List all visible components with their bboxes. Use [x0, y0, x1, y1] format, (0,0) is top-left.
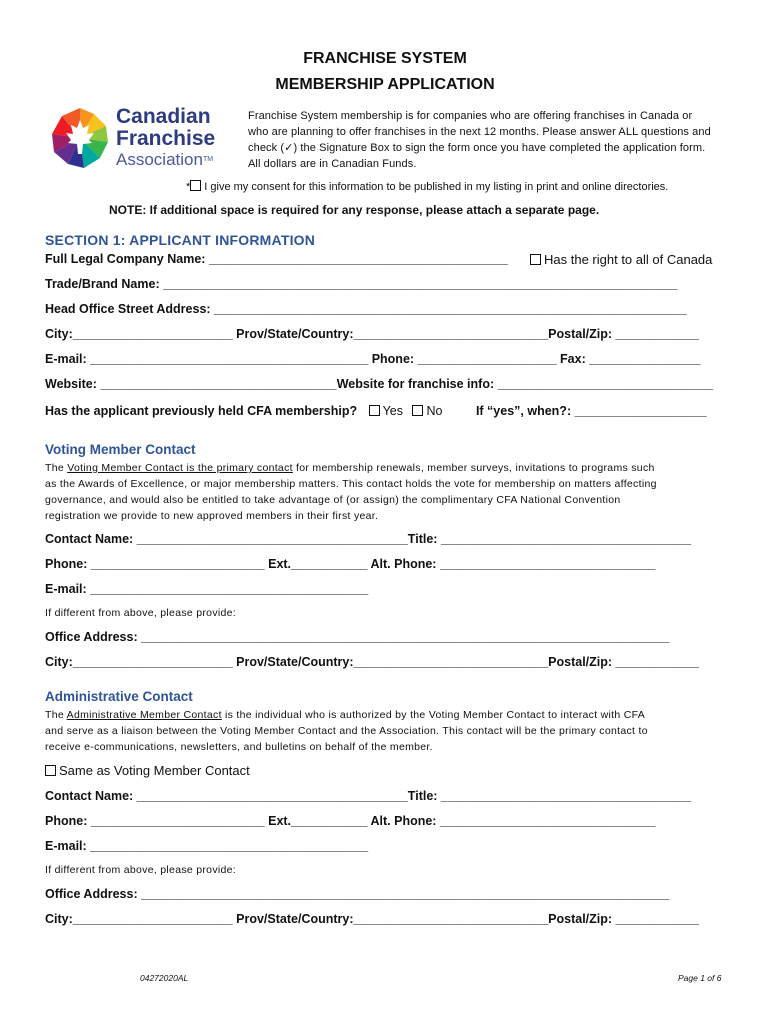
consent-checkbox-row: [186, 180, 668, 193]
yes-option[interactable]: Yes: [369, 404, 403, 418]
admin-if-different-text: If different from above, please provide:: [45, 864, 236, 876]
voting-contact-link: Voting Member Contact is the primary contact: [67, 462, 293, 474]
section1-heading: SECTION 1: APPLICANT INFORMATION: [45, 232, 316, 248]
consent-checkbox[interactable]: [190, 180, 201, 191]
cfa-membership-question: Has the applicant previously held CFA membership?: [45, 404, 358, 418]
cfa-membership-row: [45, 404, 707, 418]
trade-name-field[interactable]: Trade/Brand Name: __________________________________________________________________________: [45, 277, 678, 291]
checkmark-icon: ✓: [284, 142, 294, 154]
email-phone-fax-field[interactable]: E-mail: ________________________________________ Phone: ____________________ Fax: ________________: [45, 352, 701, 366]
checkbox-icon[interactable]: [369, 405, 380, 416]
voting-contact-name-field[interactable]: Contact Name: _______________________________________Title: ____________________________________: [45, 532, 692, 546]
logo-text-line3: Association: [116, 150, 203, 169]
logo-tm: TM: [202, 156, 214, 163]
intro-line: All dollars are in Canadian Funds.: [248, 158, 417, 170]
city-prov-postal-field[interactable]: City:_______________________ Prov/State/Country:____________________________Postal/Zip: ____________: [45, 327, 699, 341]
intro-text: [248, 108, 728, 172]
no-option[interactable]: No: [412, 404, 442, 418]
same-as-voting-checkbox[interactable]: [45, 763, 250, 778]
form-code: 04272020AL: [140, 973, 189, 983]
intro-line: Franchise System membership is for companies who are offering franchises in Canada or: [248, 110, 693, 122]
intro-line: check (✓) the Signature Box to sign the form once you have completed the application form.: [248, 142, 706, 154]
voting-contact-description: The Voting Member Contact is the primary contact for membership renewals, member surveys, invitations to programs such as the Awards of Excellence, or major membership matters. This contact holds the vote for membership on matters affecting governance, and would also be entitled to take advantage of (or assign) the complimentary CFA National Convention registration we provide to new approved members in their first year.: [45, 462, 657, 522]
page-number: Page 1 of 6: [678, 973, 722, 983]
voting-office-address-field[interactable]: Office Address: ____________________________________________________________________________: [45, 630, 670, 644]
note-text: NOTE: If additional space is required for any response, please attach a separate page.: [109, 203, 600, 217]
logo-text-line1: Canadian: [116, 105, 211, 128]
form-title-line1: FRANCHISE SYSTEM: [303, 50, 467, 67]
voting-contact-heading: Voting Member Contact: [45, 442, 196, 457]
voting-city-field[interactable]: City:_______________________ Prov/State/Country:____________________________Postal/Zip: ____________: [45, 655, 699, 669]
intro-line: who are planning to offer franchises in the next 12 months. Please answer ALL questions and: [248, 126, 711, 138]
has-right-label: Has the right to all of Canada: [544, 252, 713, 267]
checkbox-icon[interactable]: [530, 254, 541, 265]
form-title-line2: MEMBERSHIP APPLICATION: [275, 76, 495, 93]
maple-leaf-logo-icon: [48, 106, 112, 170]
admin-office-address-field[interactable]: Office Address: ____________________________________________________________________________: [45, 887, 670, 901]
voting-email-field[interactable]: E-mail: ________________________________________: [45, 582, 369, 596]
head-office-field[interactable]: Head Office Street Address: ____________________________________________________________________: [45, 302, 687, 316]
website-field[interactable]: Website: __________________________________Website for franchise info: _______________________________: [45, 377, 714, 391]
voting-if-different-text: If different from above, please provide:: [45, 607, 236, 619]
admin-contact-heading: Administrative Contact: [45, 689, 193, 704]
checkbox-icon[interactable]: [45, 765, 56, 776]
logo-text-line2: Franchise: [116, 127, 216, 150]
voting-phone-field[interactable]: Phone: _________________________ Ext.___________ Alt. Phone: _______________________________: [45, 557, 656, 571]
full-legal-name-field[interactable]: Full Legal Company Name: ___________________________________________: [45, 252, 508, 266]
checkbox-icon[interactable]: [412, 405, 423, 416]
admin-contact-link: Administrative Member Contact: [66, 709, 222, 721]
admin-city-field[interactable]: City:_______________________ Prov/State/Country:____________________________Postal/Zip: ____________: [45, 912, 699, 926]
has-right-canada-checkbox[interactable]: [530, 252, 712, 267]
if-yes-when-field[interactable]: If “yes”, when?: ___________________: [475, 404, 707, 418]
consent-label: I give my consent for this information to be published in my listing in print and online directories.: [204, 181, 669, 193]
admin-phone-field[interactable]: Phone: _________________________ Ext.___________ Alt. Phone: _______________________________: [45, 814, 656, 828]
admin-contact-name-field[interactable]: Contact Name: _______________________________________Title: ____________________________________: [45, 789, 692, 803]
cfa-logo: [48, 104, 238, 172]
admin-email-field[interactable]: E-mail: ________________________________________: [45, 839, 369, 853]
same-as-label: Same as Voting Member Contact: [59, 763, 250, 778]
consent-asterisk: *: [186, 181, 191, 193]
admin-contact-description: The Administrative Member Contact is the individual who is authorized by the Voting Member Contact to interact with CFA and serve as a liaison between the Voting Member Contact and the Association. This contact will be the primary contact to receive e-communications, newsletters, and bulletins on behalf of the member.: [45, 709, 648, 753]
